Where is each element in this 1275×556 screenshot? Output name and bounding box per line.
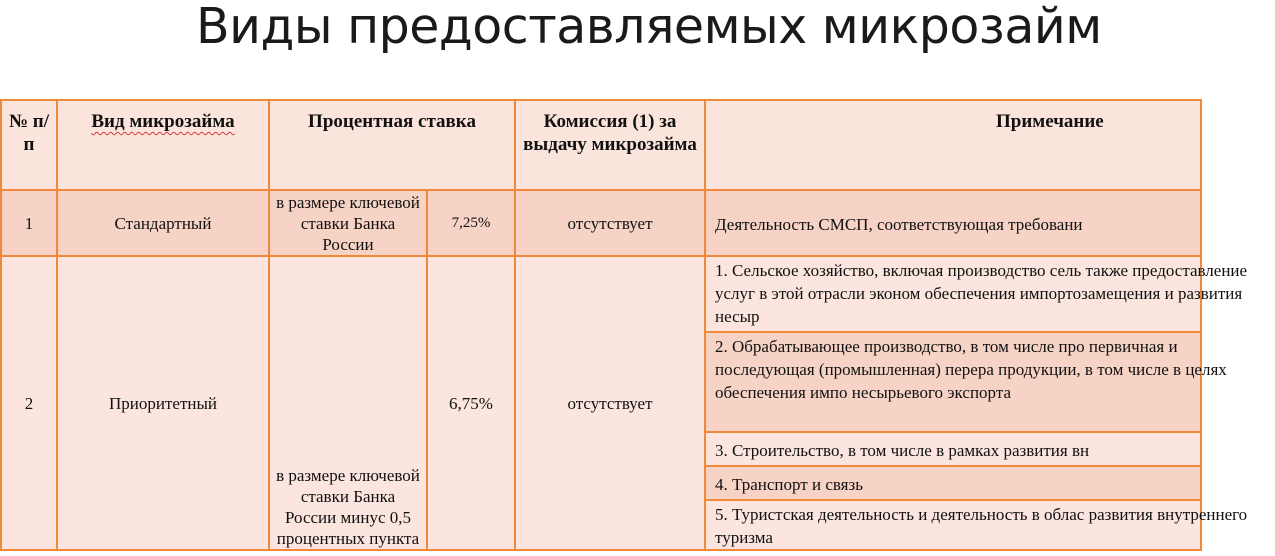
row2-note-5-text: 5. Туристская деятельность и деятельность в облас развития внутреннего туризма bbox=[715, 505, 1248, 547]
header-type bbox=[57, 100, 269, 190]
table-header-row bbox=[1, 100, 1201, 190]
microloan-table bbox=[0, 99, 1248, 551]
row2-note-4: 4. Транспорт и связь bbox=[705, 466, 1201, 500]
row1-rate-value: 7,25% bbox=[427, 190, 515, 256]
row2-note-5 bbox=[705, 500, 1248, 550]
slide-title bbox=[196, 0, 1102, 60]
row2-num: 2 bbox=[1, 256, 57, 550]
table-row bbox=[1, 190, 1201, 256]
row2-commission: отсутствует bbox=[515, 256, 705, 550]
header-commission: Комиссия (1) за выдачу микрозайма bbox=[515, 100, 705, 190]
slide-title-text: Виды предоставляемых микрозайм bbox=[196, 0, 1102, 55]
table-row bbox=[1, 256, 1201, 332]
row2-rate-desc: в размере ключевой ставки Банка России минус 0,5 процентных пункта bbox=[269, 256, 427, 550]
header-note: Примечание bbox=[705, 100, 1201, 190]
row2-note-1-text: 1. Сельское хозяйство, включая производство сель также предоставление услуг в этой отрасли эконом обеспечения импортозамещения и развития несыр bbox=[715, 261, 1248, 326]
row2-rate-value: 6,75% bbox=[427, 256, 515, 550]
row2-note-2 bbox=[705, 332, 1227, 432]
header-num: № п/п bbox=[1, 100, 57, 190]
header-type-text: Вид микрозайма bbox=[91, 111, 235, 132]
row2-type: Приоритетный bbox=[57, 256, 269, 550]
row1-type: Стандартный bbox=[57, 190, 269, 256]
row2-note-2-text: 2. Обрабатывающее производство, в том числе про первичная и последующая (промышленная) перера продукции, в том числе в целях обеспечения импо несырьевого экспорта bbox=[715, 337, 1227, 402]
row1-commission: отсутствует bbox=[515, 190, 705, 256]
row2-note-3: 3. Строительство, в том числе в рамках развития вн bbox=[705, 432, 1201, 466]
row1-num: 1 bbox=[1, 190, 57, 256]
row1-rate-desc: в размере ключевой ставки Банка России bbox=[269, 190, 427, 256]
row2-note-1 bbox=[705, 256, 1248, 332]
header-rate: Процентная ставка bbox=[269, 100, 515, 190]
row1-note: Деятельность СМСП, соответствующая требовани bbox=[705, 190, 1201, 256]
